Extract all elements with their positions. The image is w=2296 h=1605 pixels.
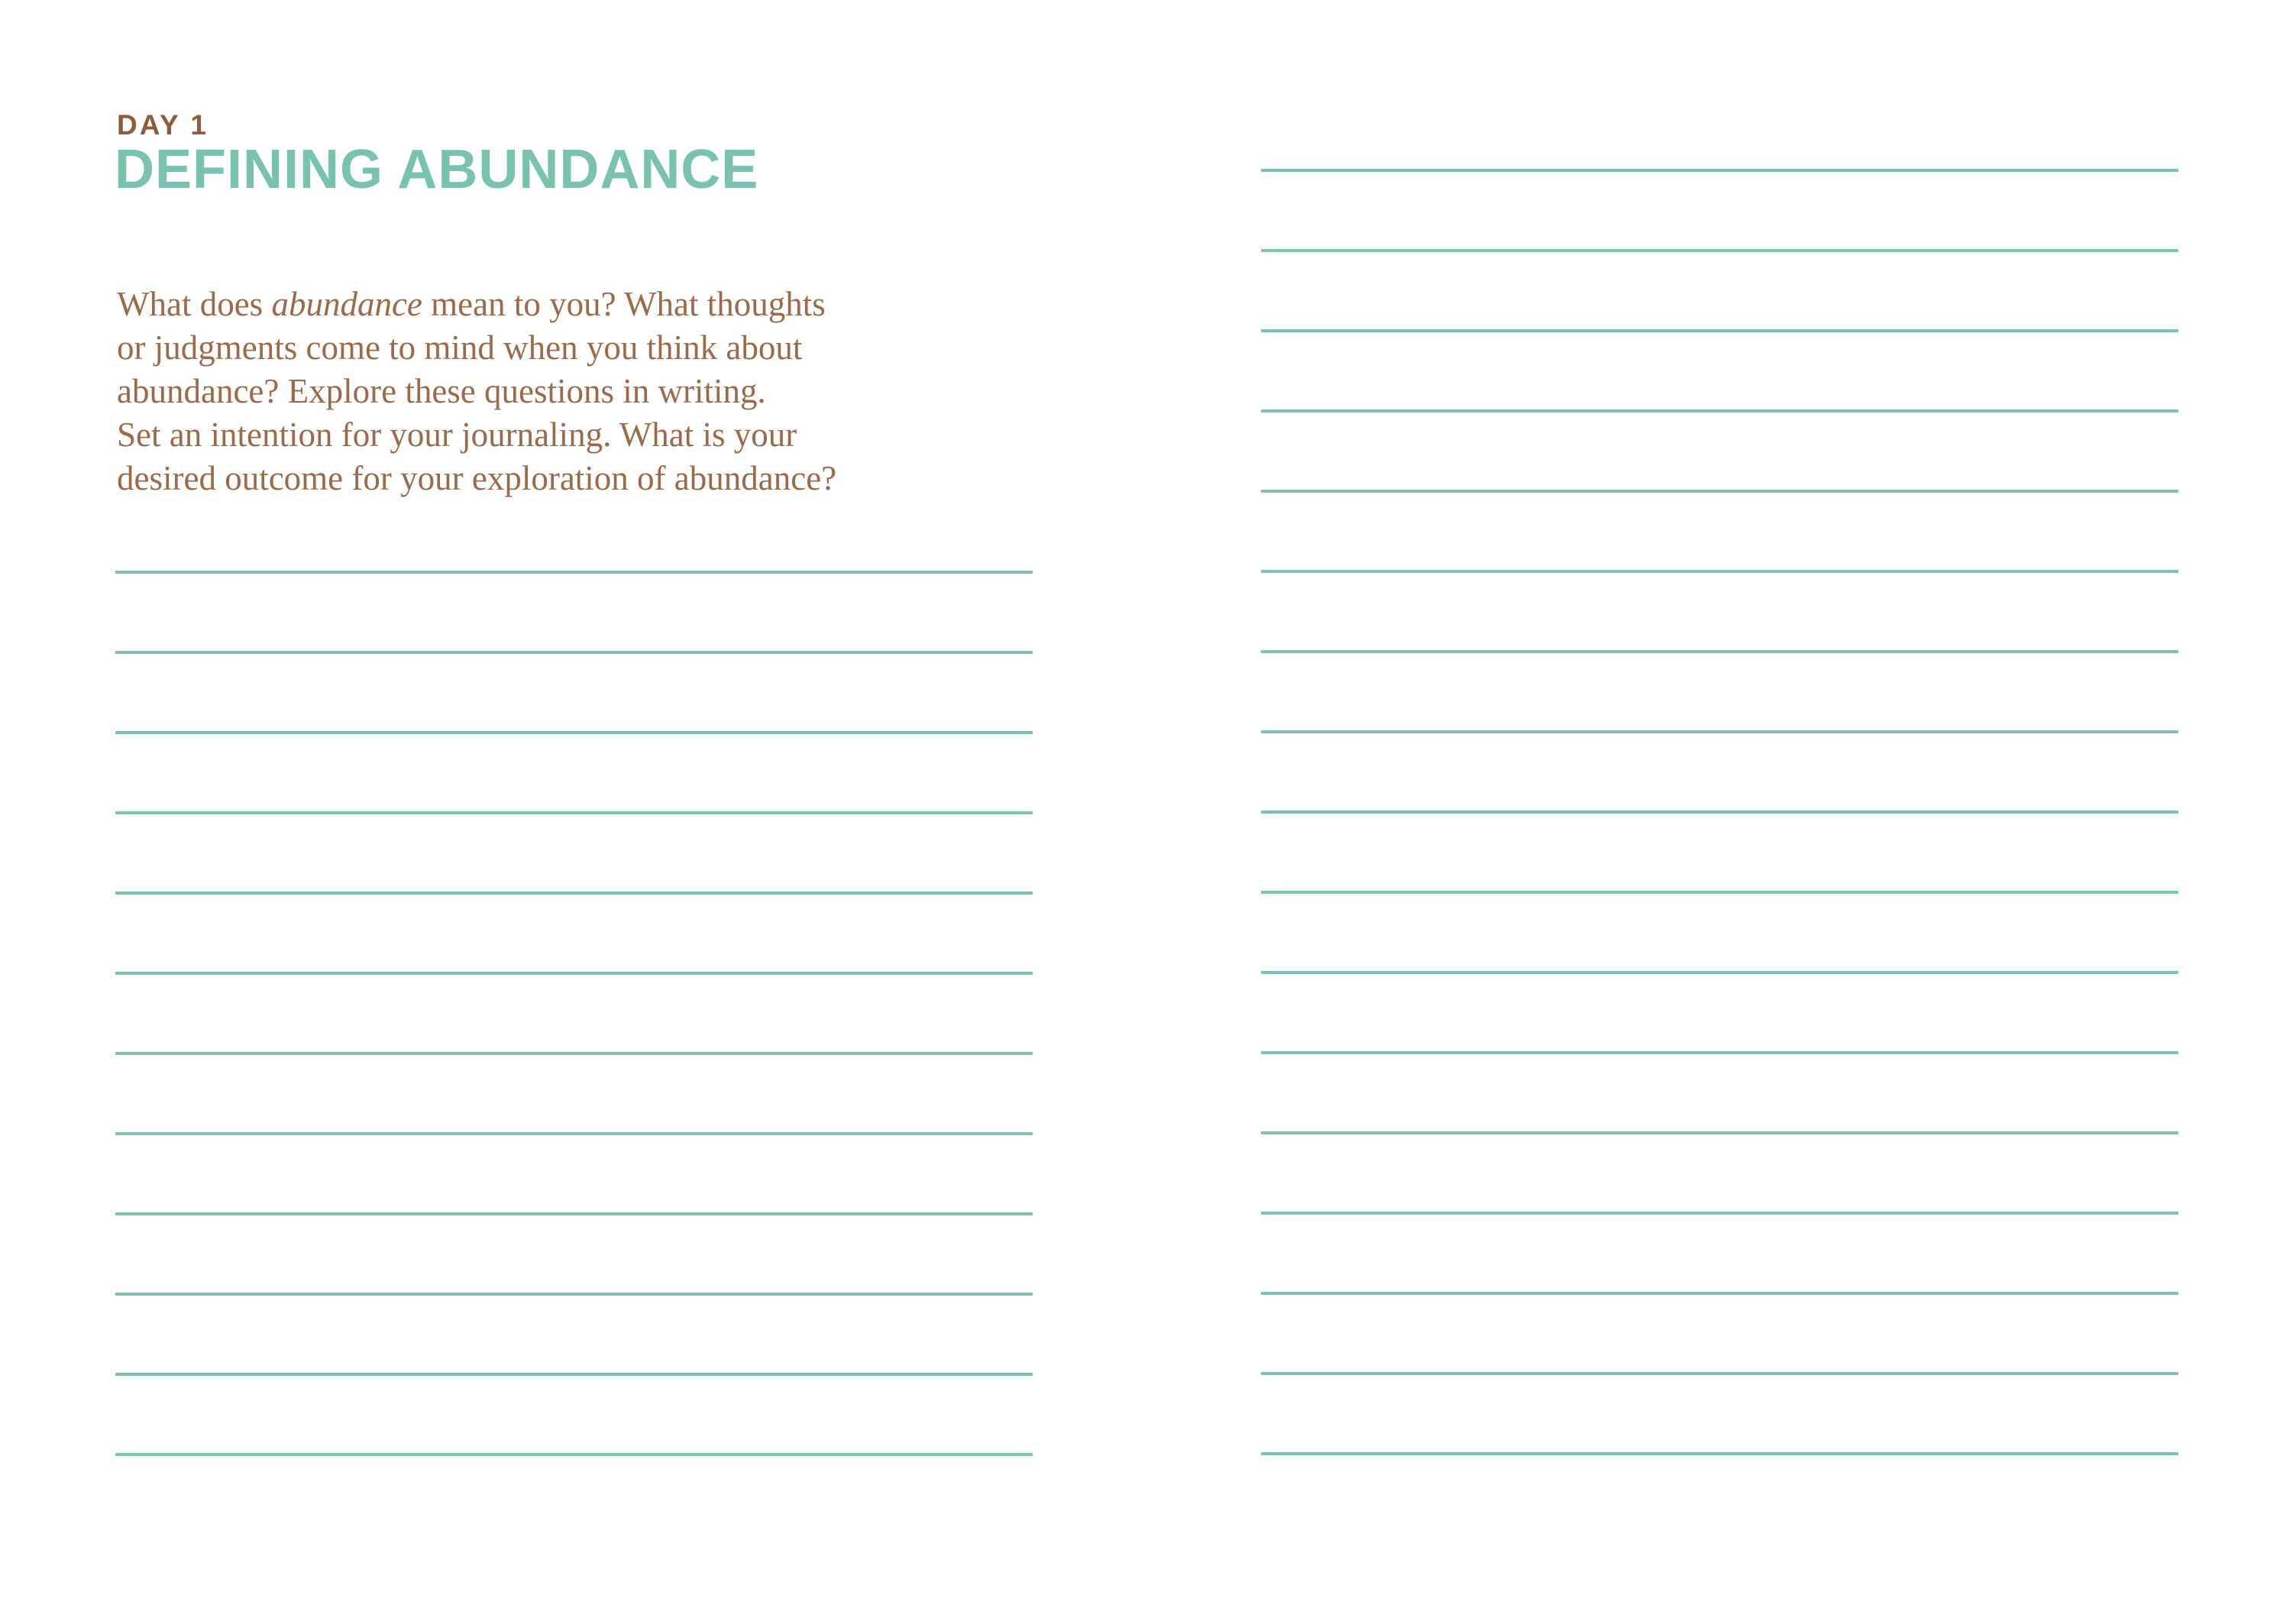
writing-line <box>115 972 1033 975</box>
writing-line <box>115 1453 1033 1456</box>
writing-line <box>115 571 1033 574</box>
writing-line <box>1261 570 2178 573</box>
writing-line <box>1261 1292 2178 1295</box>
writing-line <box>1261 971 2178 974</box>
writing-line <box>115 1212 1033 1215</box>
prompt-text: mean to you? What thoughts <box>422 285 826 323</box>
prompt-line <box>117 283 1072 326</box>
writing-line <box>1261 891 2178 894</box>
writing-line <box>115 1132 1033 1135</box>
writing-line <box>1261 329 2178 332</box>
journal-prompt <box>117 283 1072 500</box>
writing-line <box>115 891 1033 895</box>
emphasized-word: abundance <box>271 285 422 323</box>
writing-line <box>115 731 1033 734</box>
writing-line <box>1261 730 2178 733</box>
prompt-line: abundance? Explore these questions in writing. <box>117 372 766 410</box>
writing-line <box>1261 1212 2178 1215</box>
writing-line <box>1261 490 2178 493</box>
writing-line <box>1261 1452 2178 1455</box>
left-writing-lines <box>115 571 1033 1456</box>
writing-line <box>115 651 1033 654</box>
writing-line <box>1261 650 2178 653</box>
prompt-line: Set an intention for your journaling. What is your <box>117 416 797 454</box>
writing-line <box>1261 1372 2178 1375</box>
writing-line <box>1261 1131 2178 1134</box>
writing-line <box>1261 811 2178 814</box>
writing-line <box>1261 1051 2178 1054</box>
prompt-line: or judgments come to mind when you think about <box>117 328 803 367</box>
right-writing-lines <box>1261 169 2178 1455</box>
writing-line <box>1261 249 2178 252</box>
prompt-line: desired outcome for your exploration of abundance? <box>117 459 837 497</box>
prompt-text: What does <box>117 285 272 323</box>
writing-line <box>1261 169 2178 172</box>
writing-line <box>1261 409 2178 413</box>
day-label: DAY 1 <box>117 109 209 141</box>
writing-line <box>115 1293 1033 1296</box>
writing-line <box>115 811 1033 814</box>
writing-line <box>115 1373 1033 1376</box>
writing-line <box>115 1052 1033 1055</box>
page-title: DEFINING ABUNDANCE <box>115 139 759 200</box>
